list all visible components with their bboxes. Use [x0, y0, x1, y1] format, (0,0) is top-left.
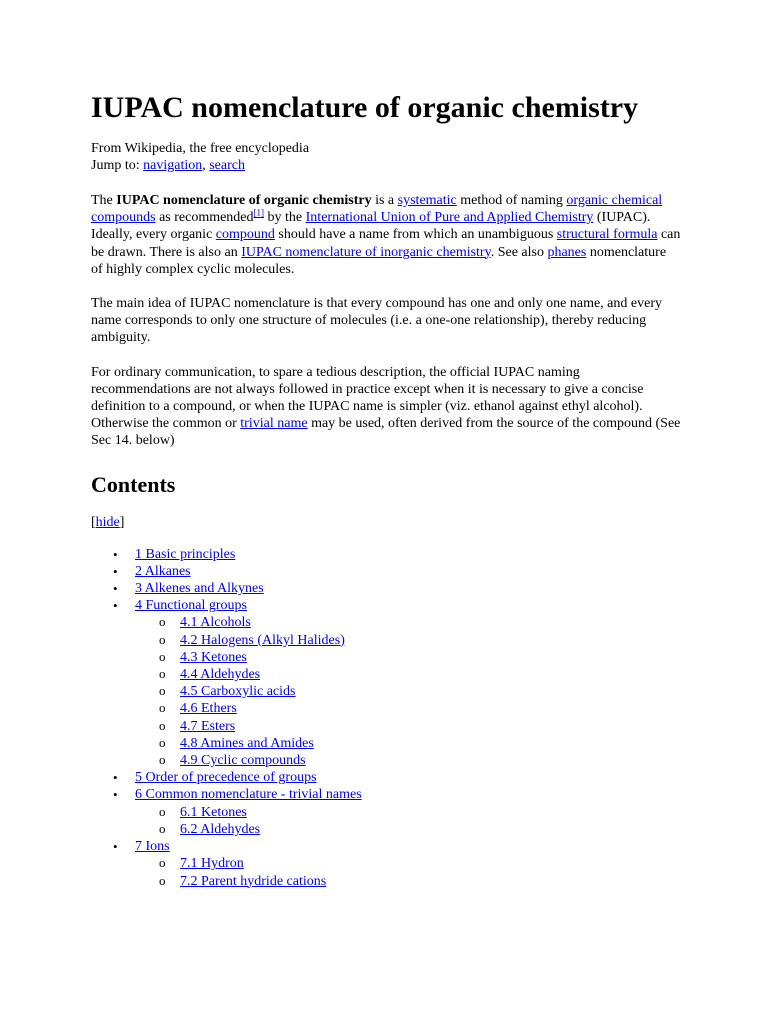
toc-link-alcohols[interactable]: 4.1 Alcohols — [180, 615, 251, 631]
toc-item — [91, 563, 681, 580]
toc-link-ketones[interactable]: 4.3 Ketones — [180, 649, 247, 665]
article — [91, 90, 681, 890]
toc-subitem — [135, 855, 681, 872]
intro-text: (IUPAC). Ideally, every organic — [91, 210, 651, 243]
site-subtitle: From Wikipedia, the free encyclopedia — [91, 141, 310, 156]
toc-link-hydron[interactable]: 7.1 Hydron — [180, 856, 244, 872]
ordinary-communication-paragraph — [91, 364, 681, 450]
main-idea-paragraph: The main idea of IUPAC nomenclature is that every compound has one and only one name, and every name corresponds to only one structure of molecules (i.e. a one-one relationship), thereby reducing ambiguity. — [91, 296, 662, 346]
toc-subitem — [135, 649, 681, 666]
toc-link-alkanes[interactable]: 2 Alkanes — [135, 563, 191, 579]
intro-text: nomenclature of highly complex cyclic molecules. — [91, 244, 667, 277]
toc-link-carboxylic-acids[interactable]: 4.5 Carboxylic acids — [180, 684, 296, 700]
intro-text: is a — [371, 193, 398, 208]
toc-subitem — [135, 752, 681, 769]
toc-link-functional-groups[interactable]: 4 Functional groups — [135, 598, 247, 614]
toc-link-ethers[interactable]: 4.6 Ethers — [180, 701, 237, 717]
toc-link-trivial-ketones[interactable]: 6.1 Ketones — [180, 804, 247, 820]
toc-link-ions[interactable]: 7 Ions — [135, 839, 170, 855]
toc-link-halogens[interactable]: 4.2 Halogens (Alkyl Halides) — [180, 632, 345, 648]
toc-toggle — [91, 514, 681, 531]
intro-text: should have a name from which an unambiguous — [274, 227, 557, 243]
toc-subitem — [135, 683, 681, 700]
link-phanes[interactable]: phanes — [547, 244, 587, 260]
toc-subitem — [135, 700, 681, 717]
intro-text: can be drawn. There is also an — [91, 227, 681, 260]
toc-item — [91, 580, 681, 597]
jump-to-label: Jump to: — [91, 158, 144, 173]
page-title: IUPAC nomenclature of organic chemistry — [91, 91, 639, 124]
toc-link-basic-principles[interactable]: 1 Basic principles — [135, 546, 236, 562]
toc-sublist — [135, 614, 681, 769]
paragraph-text: may be used, often derived from the source of the compound (See Sec 14. below) — [91, 416, 681, 449]
toc-item — [91, 546, 681, 563]
jump-separator: , — [202, 158, 210, 173]
toc-item — [91, 786, 681, 838]
toc-item — [91, 769, 681, 786]
bracket-open: [ — [91, 514, 96, 530]
toc-link-amines-amides[interactable]: 4.8 Amines and Amides — [180, 735, 314, 751]
toc-subitem — [135, 735, 681, 752]
toc-sublist — [135, 855, 681, 889]
toc-link-aldehydes[interactable]: 4.4 Aldehydes — [180, 667, 261, 683]
jump-search-link[interactable]: search — [209, 158, 245, 173]
toc-link-parent-hydride-cations[interactable]: 7.2 Parent hydride cations — [180, 873, 327, 889]
intro-text: as recommended — [155, 210, 254, 226]
toc-link-order-of-precedence[interactable]: 5 Order of precedence of groups — [135, 770, 317, 786]
toc-subitem — [135, 821, 681, 838]
toc-link-esters[interactable]: 4.7 Esters — [180, 718, 236, 734]
bracket-close: ] — [119, 514, 125, 530]
link-iupac[interactable]: International Union of Pure and Applied Chemistry — [305, 210, 594, 226]
toc-link-alkenes-alkynes[interactable]: 3 Alkenes and Alkynes — [135, 581, 264, 597]
intro-text: method of naming — [456, 193, 567, 208]
toc-link-common-nomenclature[interactable]: 6 Common nomenclature - trivial names — [135, 787, 362, 803]
link-organic-chemical-compounds[interactable]: organic chemical compounds — [91, 193, 663, 226]
link-structural-formula[interactable]: structural formula — [556, 227, 658, 243]
jump-navigation-link[interactable]: navigation — [143, 158, 203, 173]
link-inorganic-nomenclature[interactable]: IUPAC nomenclature of inorganic chemistry — [241, 244, 491, 260]
toc-link-trivial-aldehydes[interactable]: 6.2 Aldehydes — [180, 821, 261, 837]
toc-subitem — [135, 873, 681, 890]
intro-paragraph — [91, 192, 681, 278]
hide-toc-link[interactable]: hide — [95, 514, 120, 530]
link-compound[interactable]: compound — [215, 227, 275, 243]
intro-text: . See also — [490, 244, 548, 260]
intro-bold-term: IUPAC nomenclature of organic chemistry — [116, 193, 372, 208]
paragraph-text: For ordinary communication, to spare a tedious description, the official IUPAC naming recommendations are not always followed in practice except when it is necessary to give a concise definition to a compound, or when the IUPAC name is simpler (viz. ethanol against ethyl alcohol). Otherwise the common or — [91, 364, 644, 432]
table-of-contents — [91, 546, 681, 890]
toc-subitem — [135, 804, 681, 821]
toc-subitem — [135, 718, 681, 735]
toc-subitem — [135, 614, 681, 631]
link-systematic[interactable]: systematic — [397, 193, 457, 208]
contents-heading: Contents — [91, 471, 176, 497]
toc-sublist — [135, 804, 681, 838]
toc-subitem — [135, 666, 681, 683]
reference-link[interactable]: [1] — [253, 207, 265, 218]
link-trivial-name[interactable]: trivial name — [240, 416, 308, 432]
jump-to-line — [91, 157, 681, 174]
toc-subitem — [135, 632, 681, 649]
intro-text: by the — [264, 210, 306, 226]
intro-text: The — [91, 193, 117, 208]
toc-item — [91, 838, 681, 890]
toc-item — [91, 597, 681, 769]
toc-link-cyclic-compounds[interactable]: 4.9 Cyclic compounds — [180, 753, 306, 769]
